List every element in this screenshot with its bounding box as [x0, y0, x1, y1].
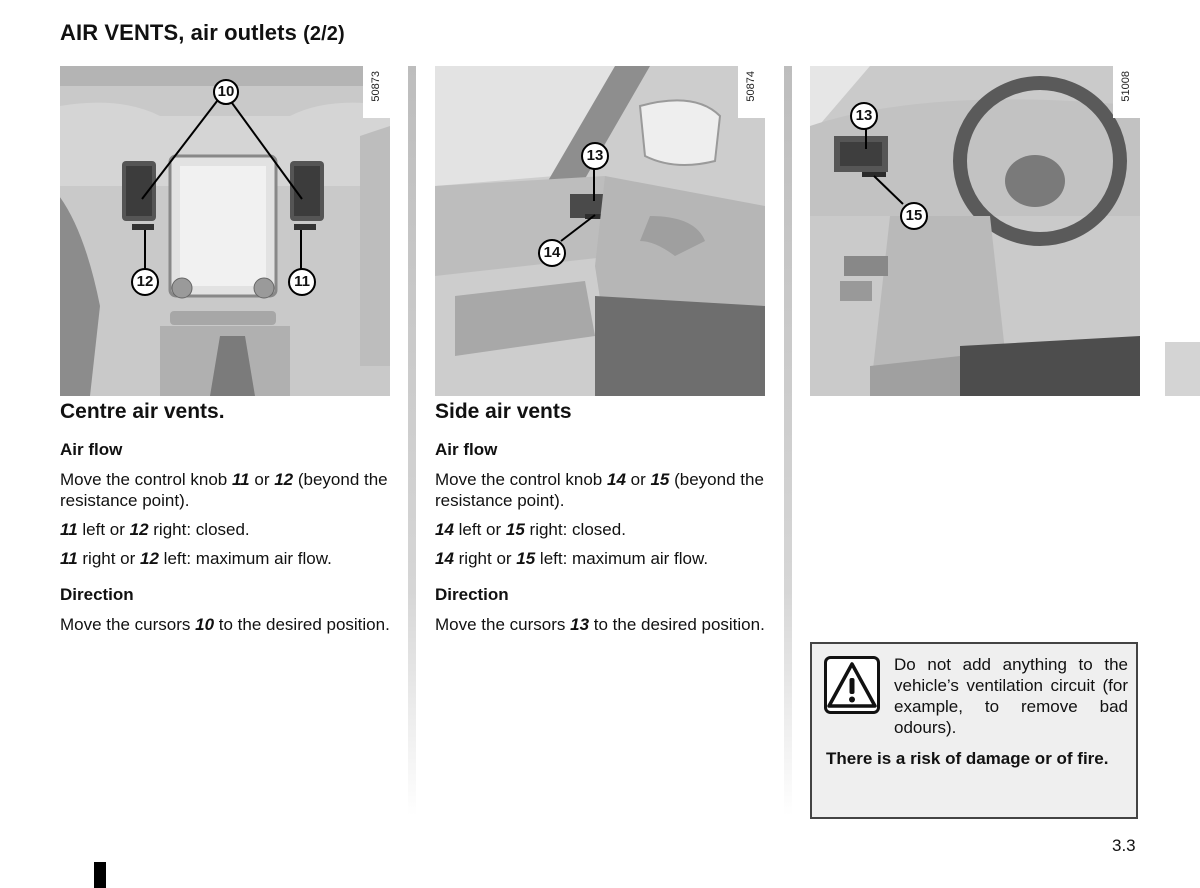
warning-emphasis: There is a risk of damage or of fire. [826, 749, 1109, 768]
column-divider [784, 66, 792, 816]
page-number: 3.3 [1112, 836, 1136, 855]
paragraph: 14 right or 15 left: maximum air flow. [435, 549, 709, 568]
warning-text: Do not add anything to the vehicle’s ventilation circuit (for example, to remove bad odours). [894, 655, 1128, 737]
figure-side-vents [435, 66, 765, 396]
figure-ref: 51008 [1120, 71, 1132, 102]
column-divider [408, 66, 416, 816]
warning-box [810, 642, 1138, 819]
figure-ref: 50874 [745, 71, 757, 102]
section-heading: Side air vents [435, 400, 572, 423]
paragraph: 11 left or 12 right: closed. [60, 520, 250, 539]
paragraph: Move the control knob 11 or 12 (beyond the resistance point). [60, 470, 388, 510]
paragraph: Move the cursors 10 to the desired position. [60, 615, 390, 634]
paragraph: 11 right or 12 left: maximum air flow. [60, 549, 332, 568]
subheading-air-flow: Air flow [435, 440, 498, 459]
figure-driver-vents [810, 66, 1140, 396]
callout-12: 12 [131, 268, 159, 296]
callout-14: 14 [538, 239, 566, 267]
page-title [60, 20, 345, 46]
subheading-direction: Direction [60, 585, 134, 604]
paragraph: Move the cursors 13 to the desired position. [435, 615, 765, 634]
title-text: AIR VENTS, air outlets [60, 20, 297, 45]
subheading-direction: Direction [435, 585, 509, 604]
paragraph: Move the control knob 14 or 15 (beyond the resistance point). [435, 470, 764, 510]
figure-centre-vents [60, 66, 390, 396]
centre-vents-section [60, 400, 392, 643]
figure-ref: 50873 [370, 71, 382, 102]
chapter-tab [1165, 342, 1200, 396]
callout-10: 10 [213, 79, 239, 105]
callout-13: 13 [850, 102, 878, 130]
title-suffix: (2/2) [303, 23, 345, 45]
callout-11: 11 [288, 268, 316, 296]
callout-13: 13 [581, 142, 609, 170]
callout-15: 15 [900, 202, 928, 230]
centre-dashboard-illustration [60, 66, 390, 396]
section-heading: Centre air vents. [60, 400, 225, 423]
warning-triangle-icon [824, 656, 880, 714]
side-vents-section [435, 400, 767, 643]
subheading-air-flow: Air flow [60, 440, 123, 459]
page-marker [94, 862, 106, 888]
side-vent-illustration [435, 66, 765, 396]
paragraph: 14 left or 15 right: closed. [435, 520, 626, 539]
